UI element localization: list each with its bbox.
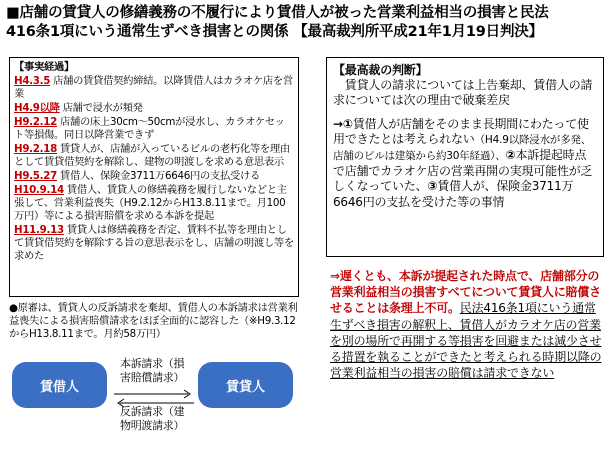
main-claim-label	[120, 357, 192, 385]
fact-text: 賃借人、賃貸人の修繕義務を履行しないなどと主張して、営業利益喪失（H9.2.12からH13.8.11まで。月100万円）等による損害賠償を求める本訴を提起	[14, 184, 287, 222]
reason-3-prefix: ③	[427, 179, 438, 194]
reason-2-prefix: ②	[505, 148, 516, 163]
judgment-box	[326, 57, 604, 257]
tenant-party-box: 賃借人	[12, 362, 107, 408]
conclusion-red-text: ⇒遅くとも、本訴が提起された時点で、店舗部分の営業利益相当の損害すべてについて賃貸人に賠償させることは条理上不可。	[330, 269, 601, 316]
fact-date: H11.9.13	[14, 224, 64, 236]
counter-claim-label	[120, 405, 192, 433]
facts-box	[9, 57, 299, 297]
reason-3-text: 賃借人が、保険金3711万6646円の支払を受けた等の事情	[333, 179, 574, 209]
fact-text: 賃貸人は修繕義務を否定、賃料不払等を理由として賃貸借契約を解除する旨の意思表示をし、店舗の明渡し等を求めた	[14, 224, 294, 262]
counter-claim-line-1: 反訴請求（建	[120, 405, 185, 418]
fact-entry	[14, 75, 294, 101]
fact-date: H4.3.5	[14, 75, 51, 87]
judgment-heading: 【最高裁の判断】	[333, 63, 428, 77]
fact-entry	[14, 102, 294, 115]
conclusion	[330, 268, 606, 381]
landlord-party-box: 賃貸人	[198, 362, 293, 408]
fact-text: 賃借人、保険金3711万6646円の支払受ける	[57, 170, 260, 182]
fact-entry	[14, 116, 294, 142]
fact-date: H9.2.18	[14, 143, 57, 155]
reason-2-text: 本訴提起時点で店舗でカラオケ店の営業再開の実現可能性が乏しくなっていた、	[333, 148, 593, 194]
fact-date: H9.5.27	[14, 170, 57, 182]
fact-text: 店舗の賃貸借契約締結。以降賃借人はカラオケ店を営業	[14, 75, 293, 100]
counter-claim-line-2: 物明渡請求）	[120, 419, 185, 432]
page-title	[6, 4, 606, 42]
reason-1-text: 賃借人が店舗をそのまま長期間にわたって使用できたとは考えられない	[333, 116, 589, 146]
fact-date: H10.9.14	[14, 184, 64, 196]
fact-date: H4.9以降	[14, 102, 60, 114]
fact-entry	[14, 170, 294, 183]
fact-text: 店舗で浸水が頻発	[59, 102, 143, 114]
fact-entry	[14, 224, 294, 263]
reason-1-parenthetical: （H4.9以降浸水が多発、店舗のビルは建築から約30年経過）、	[333, 133, 592, 163]
facts-heading: 【事実経過】	[14, 61, 74, 73]
judgment-intro: 賃貸人の請求については上告棄却、賃借人の請求については次の理由で破棄差戻	[333, 78, 593, 108]
main-claim-line-1: 本訴請求（損	[120, 357, 185, 370]
judgment-reasons	[333, 117, 597, 210]
reason-1-prefix: →①	[333, 116, 353, 131]
conclusion-underlined-text: 民法416条1項にいう通常生ずべき損害の解釈上、賃借人がカラオケ店の営業を別の場所で再開する等損害を回避または減少させる措置を執ることができたと考えられる時期以降の営業利益相当の損害の賠償は請求できない	[330, 301, 602, 381]
fact-date: H9.2.12	[14, 116, 57, 128]
title-line-1: ■店舗の賃貸人の修繕義務の不履行により賃借人が被った営業利益相当の損害と民法	[6, 5, 549, 21]
fact-text: 賃貸人が、店舗が入っているビルの老朽化等を理由として賃貸借契約を解除し、建物の明渡しを求める意思表示	[14, 143, 290, 168]
fact-text: 店舗の床上30cm～50cmが浸水し、カラオケセット等損傷。同日以降営業できず	[14, 116, 285, 141]
main-claim-line-2: 害賠償請求）	[120, 371, 185, 384]
fact-entry	[14, 184, 294, 223]
title-line-2: 416条1項にいう通常生ずべき損害との関係 【最高裁判所平成21年1月19日判決】	[6, 24, 543, 40]
fact-entry	[14, 143, 294, 169]
lower-court-note: ●原審は、賃貸人の反訴請求を棄却、賃借人の本訴請求は営業利益喪失による損害賠償請求をほぼ全面的に認容した（※H9.3.12からH13.8.11まで。月約58万円）	[9, 302, 298, 340]
